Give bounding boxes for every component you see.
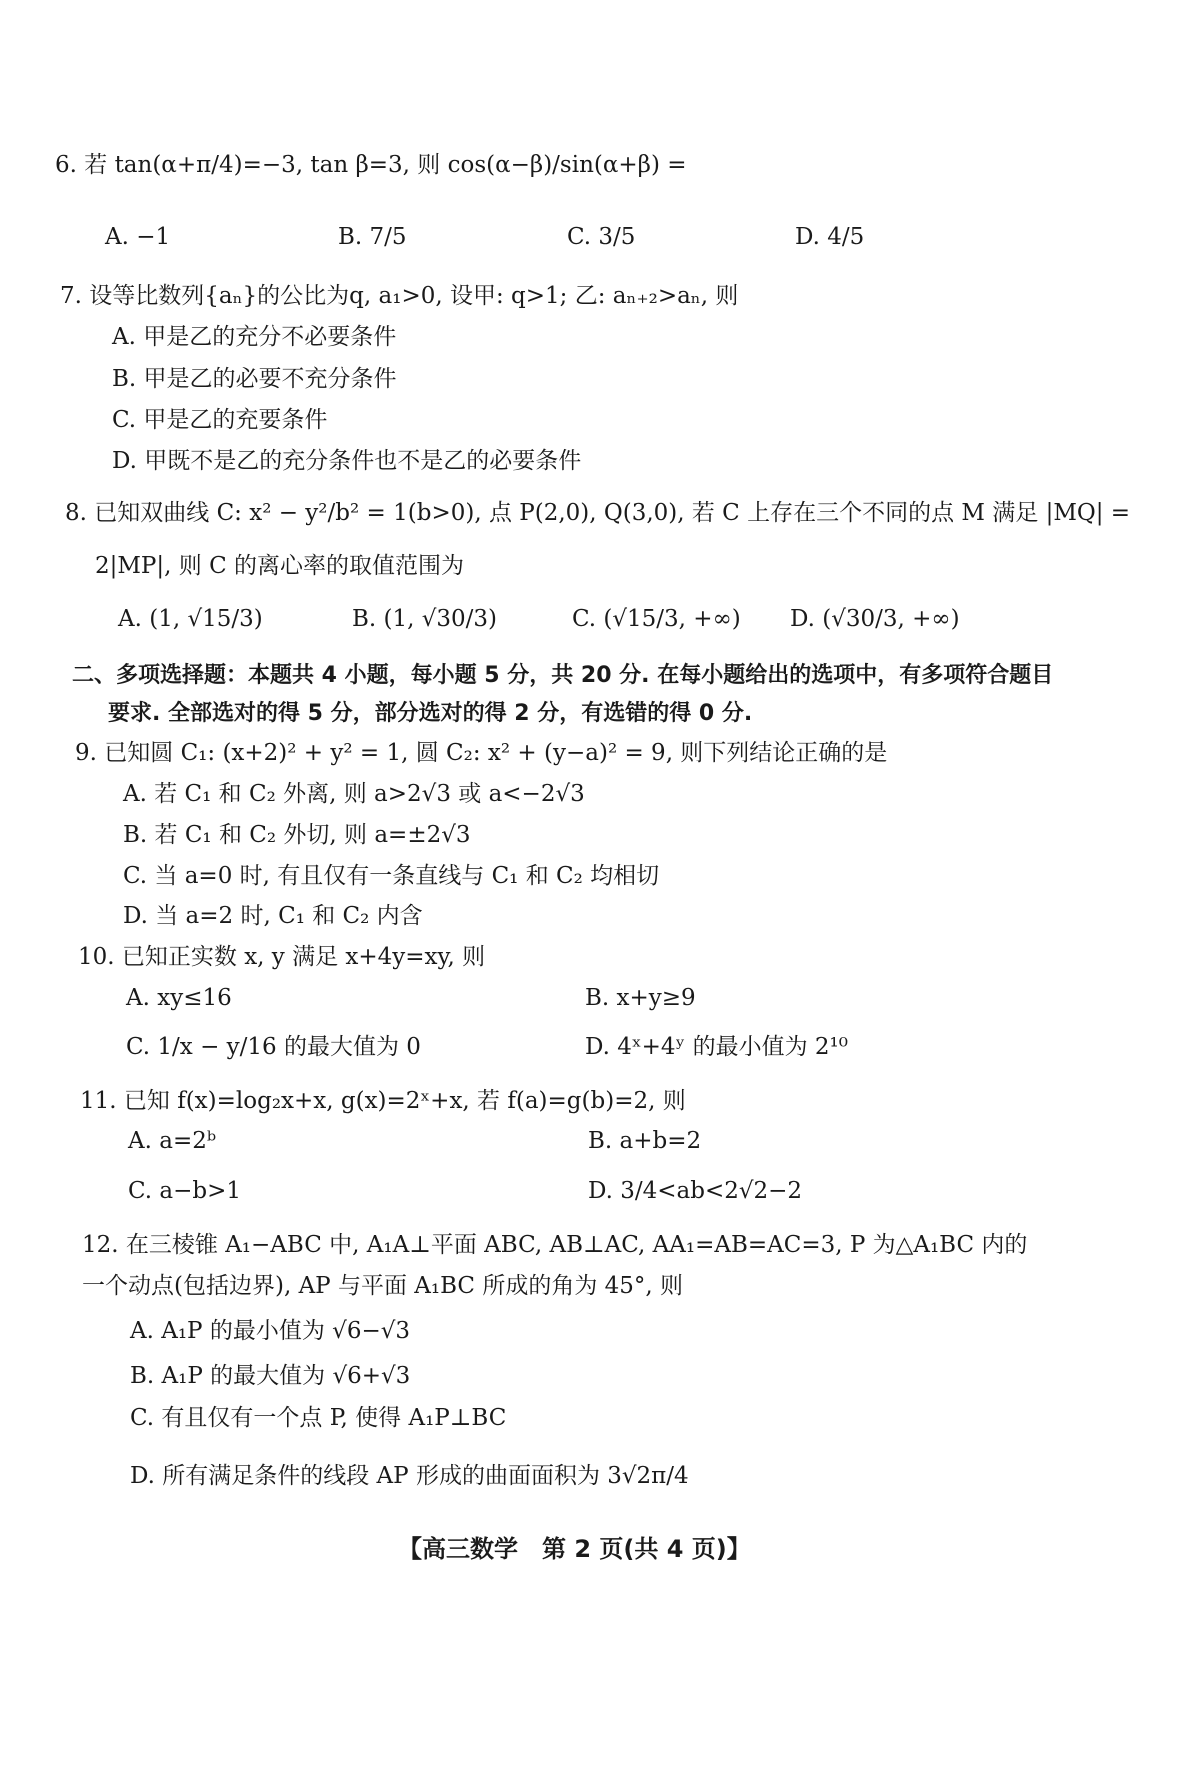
q10-option-a: A. xy≤16	[126, 985, 232, 1011]
q9-option-a: A. 若 C₁ 和 C₂ 外离, 则 a>2√3 或 a<−2√3	[123, 781, 585, 807]
section2-instruction-line2: 要求. 全部选对的得 5 分，部分选对的得 2 分，有选错的得 0 分.	[108, 701, 753, 726]
section2-instruction-line1: 二、多项选择题：本题共 4 小题，每小题 5 分，共 20 分. 在每小题给出的选项中，有多项符合题目	[72, 663, 1054, 688]
q10-option-d: D. 4ˣ+4ʸ 的最小值为 2¹⁰	[585, 1034, 848, 1060]
q6-option-c: C. 3/5	[567, 224, 636, 250]
q7-stem: 7. 设等比数列{aₙ}的公比为q, a₁>0, 设甲: q>1; 乙: aₙ₊₂>aₙ, 则	[60, 283, 739, 309]
q7-option-b: B. 甲是乙的必要不充分条件	[112, 366, 397, 392]
q12-stem-cont: 一个动点(包括边界), AP 与平面 A₁BC 所成的角为 45°, 则	[82, 1273, 684, 1299]
q12-option-d: D. 所有满足条件的线段 AP 形成的曲面面积为 3√2π/4	[130, 1463, 689, 1489]
q11-option-a: A. a=2ᵇ	[128, 1128, 217, 1154]
page-footer: 【高三数学 第 2 页(共 4 页)】	[398, 1535, 751, 1563]
q11-option-c: C. a−b>1	[128, 1178, 242, 1204]
q9-option-c: C. 当 a=0 时, 有且仅有一条直线与 C₁ 和 C₂ 均相切	[123, 863, 660, 889]
q12-option-b: B. A₁P 的最大值为 √6+√3	[130, 1363, 411, 1389]
q10-option-c: C. 1/x − y/16 的最大值为 0	[126, 1034, 421, 1060]
q6-stem: 6. 若 tan(α+π/4)=−3, tan β=3, 则 cos(α−β)/sin(α+β) =	[55, 152, 687, 178]
q12-option-c: C. 有且仅有一个点 P, 使得 A₁P⊥BC	[130, 1405, 507, 1431]
q9-option-d: D. 当 a=2 时, C₁ 和 C₂ 内含	[123, 903, 423, 929]
q6-option-d: D. 4/5	[795, 224, 865, 250]
q6-option-b: B. 7/5	[338, 224, 407, 250]
q11-stem: 11. 已知 f(x)=log₂x+x, g(x)=2ˣ+x, 若 f(a)=g(b)=2, 则	[80, 1088, 686, 1114]
q8-option-b: B. (1, √30/3)	[352, 606, 498, 632]
q7-option-c: C. 甲是乙的充要条件	[112, 407, 328, 433]
q9-stem: 9. 已知圆 C₁: (x+2)² + y² = 1, 圆 C₂: x² + (y−a)² = 9, 则下列结论正确的是	[75, 740, 888, 766]
q7-option-d: D. 甲既不是乙的充分条件也不是乙的必要条件	[112, 448, 582, 474]
q8-option-a: A. (1, √15/3)	[118, 606, 263, 632]
q8-option-c: C. (√15/3, +∞)	[572, 606, 741, 632]
q12-option-a: A. A₁P 的最小值为 √6−√3	[130, 1318, 411, 1344]
q11-option-d: D. 3/4<ab<2√2−2	[588, 1178, 803, 1204]
q12-stem: 12. 在三棱锥 A₁−ABC 中, A₁A⊥平面 ABC, AB⊥AC, AA₁=AB=AC=3, P 为△A₁BC 内的	[82, 1232, 1028, 1258]
q8-option-d: D. (√30/3, +∞)	[790, 606, 960, 632]
q8-stem-cont: 2|MP|, 则 C 的离心率的取值范围为	[95, 553, 464, 579]
q10-option-b: B. x+y≥9	[585, 985, 696, 1011]
q10-stem: 10. 已知正实数 x, y 满足 x+4y=xy, 则	[78, 944, 486, 970]
q7-option-a: A. 甲是乙的充分不必要条件	[112, 324, 397, 350]
q8-stem: 8. 已知双曲线 C: x² − y²/b² = 1(b>0), 点 P(2,0), Q(3,0), 若 C 上存在三个不同的点 M 满足 |MQ| =	[65, 500, 1131, 526]
q9-option-b: B. 若 C₁ 和 C₂ 外切, 则 a=±2√3	[123, 822, 471, 848]
q6-option-a: A. −1	[105, 224, 171, 250]
q11-option-b: B. a+b=2	[588, 1128, 702, 1154]
